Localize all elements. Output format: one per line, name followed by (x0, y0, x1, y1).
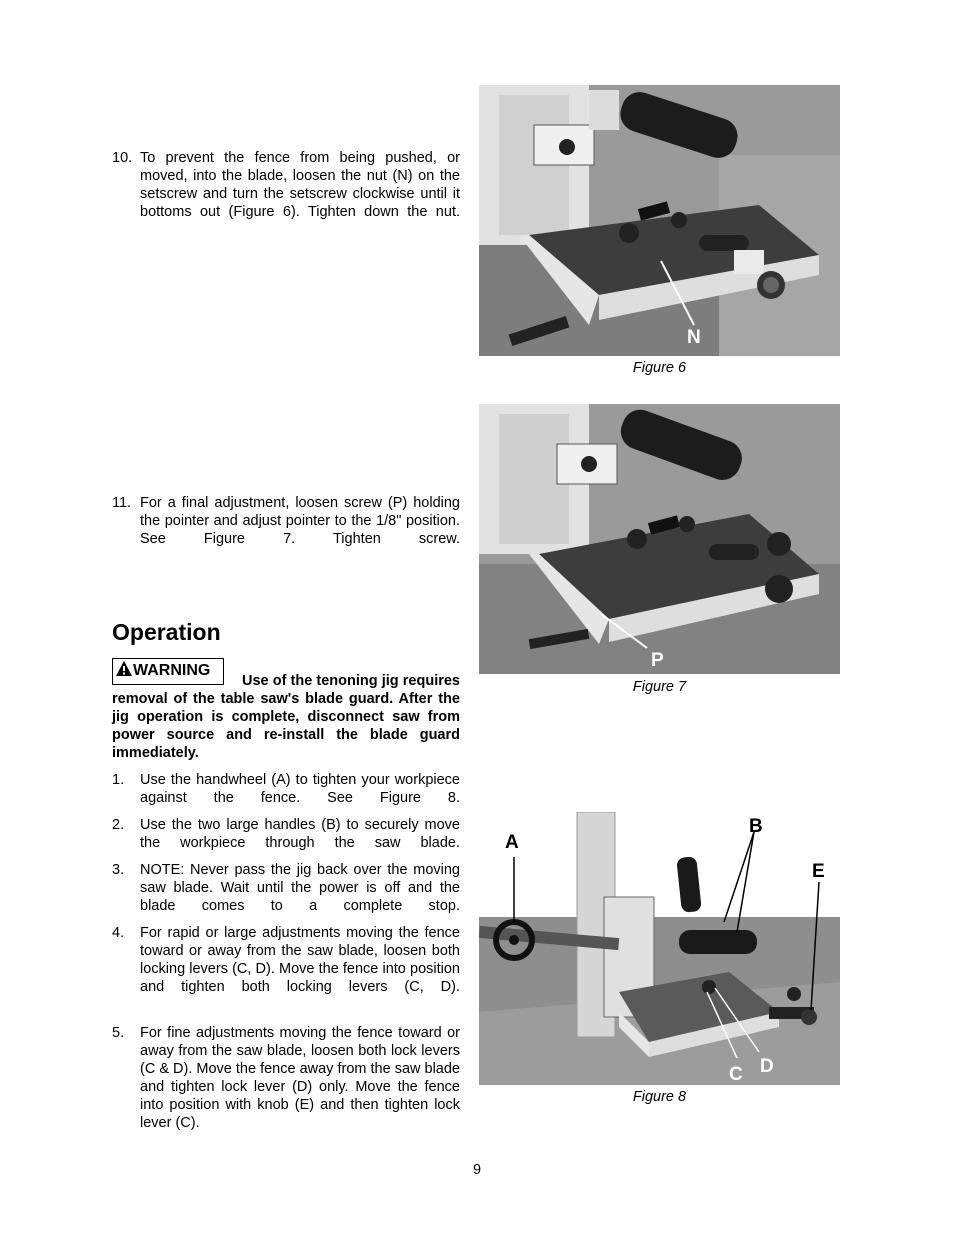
step-text: NOTE: Never pass the jig back over the moving saw blade. Wait until the power is off and the blade comes to a complete stop. (140, 862, 460, 914)
step-text: Use the two large handles (B) to securely move the workpiece through the saw blade. (140, 817, 460, 851)
step-text: Use the handwheel (A) to tighten your workpiece against the fence. See Figure 8. (140, 772, 460, 806)
step-11 (112, 494, 460, 566)
step-number: 11. (112, 495, 132, 511)
warning-label: WARNING (133, 662, 211, 679)
page-number: 9 (472, 1162, 482, 1178)
callout-d: D (760, 1056, 774, 1077)
figure-7-caption: Figure 7 (632, 679, 687, 695)
step-10 (112, 149, 460, 239)
callout-n: N (687, 327, 701, 348)
step-text: For a final adjustment, loosen screw (P) holding the pointer and adjust pointer to the 1/8" position. See Figure 7. Tighten screw. (140, 495, 460, 547)
warning-text: Use of the tenoning jig requires removal of the table saw's blade guard. After the jig operation is complete, disconnect saw from power source and re-install the blade guard immediately. (112, 673, 460, 761)
step-number: 10. (112, 150, 133, 166)
step-number: 1. (112, 772, 125, 788)
step-text: To prevent the fence from being pushed, or moved, into the blade, loosen the nut (N) on the setscrew and turn the setscrew clockwise until it bottoms out (Figure 6). Tighten down the nut. (140, 150, 460, 220)
callout-c: C (729, 1064, 743, 1085)
callout-a: A (505, 832, 519, 853)
figure-8-photo (479, 812, 840, 1085)
section-heading: Operation (112, 619, 221, 645)
op-step-4 (112, 924, 460, 1014)
step-number: 5. (112, 1025, 125, 1041)
callout-e: E (812, 861, 825, 882)
figure-6-photo (479, 85, 840, 356)
callout-p: P (651, 650, 664, 671)
step-number: 3. (112, 862, 125, 878)
op-step-3 (112, 861, 460, 933)
step-text: For fine adjustments moving the fence toward or away from the saw blade, loosen both lock levers (C & D). Move the fence away from the saw blade and tighten lock lever (D) only. Move the fence into position with knob (E) and then tighten lock lever (C). (140, 1025, 460, 1131)
step-number: 2. (112, 817, 125, 833)
callout-b: B (749, 816, 763, 837)
figure-7-photo (479, 404, 840, 674)
step-text: For rapid or large adjustments moving the fence toward or away from the saw blade, loosen both locking levers (C, D). Move the fence into position and tighten both locking levers (C, D). (140, 925, 460, 995)
figure-6-caption: Figure 6 (632, 360, 687, 376)
op-step-5 (112, 1024, 460, 1132)
step-number: 4. (112, 925, 125, 941)
figure-8-caption: Figure 8 (632, 1089, 687, 1105)
